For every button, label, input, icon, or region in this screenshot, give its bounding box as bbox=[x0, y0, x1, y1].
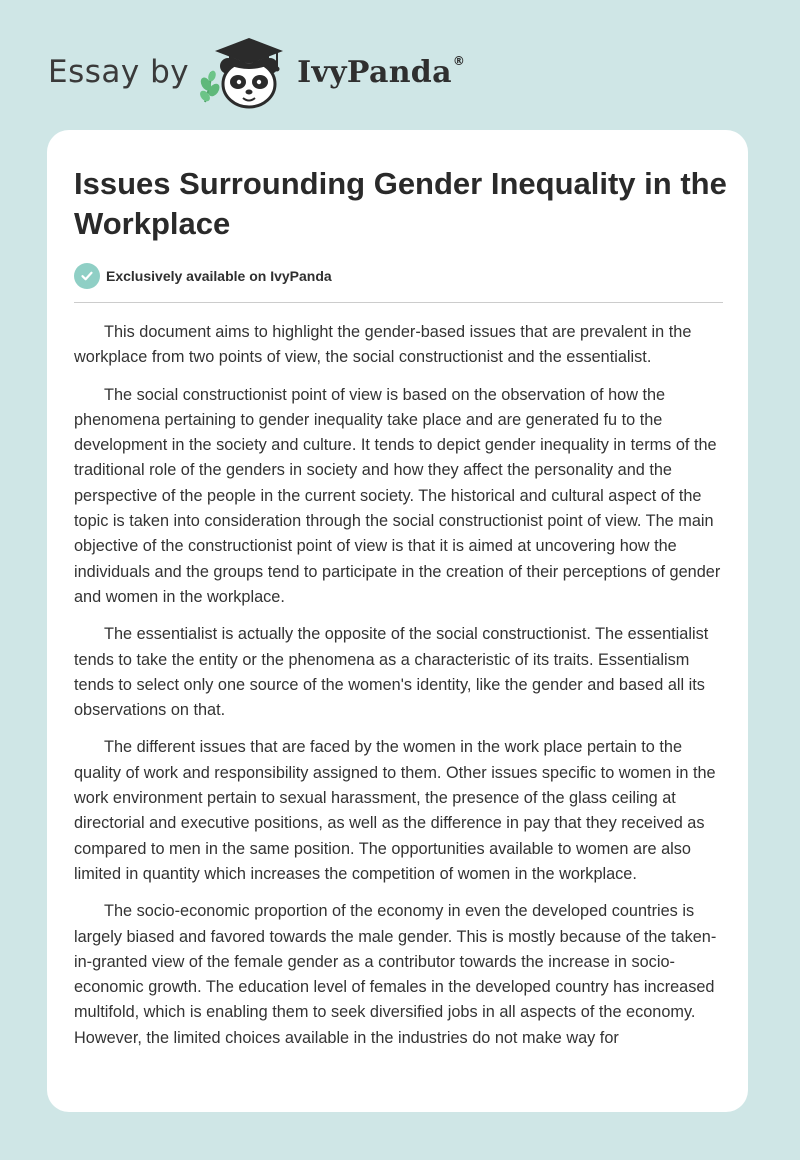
brand-prefix: Essay by bbox=[48, 54, 190, 90]
paragraph: This document aims to highlight the gender-based issues that are prevalent in the workplace from two points of view, the social constructionist and the essentialist. bbox=[74, 323, 692, 367]
exclusive-badge bbox=[74, 263, 332, 289]
essay-body bbox=[74, 320, 724, 1063]
registered-mark: ® bbox=[452, 53, 466, 68]
check-icon bbox=[74, 263, 100, 289]
divider bbox=[74, 302, 723, 303]
exclusive-label: Exclusively available on IvyPanda bbox=[106, 268, 332, 284]
paragraph: The different issues that are faced by the women in the work place pertain to the quality of work and responsibility assigned to them. Other issues specific to women in the work environment pertain to sexual harassment, the presence of the glass ceiling at directorial and executive positions, as well as the difference in pay that they received as compared to men in the same position. The opportunities available to women are also limited in quantity which increases the competition of women in the workplace. bbox=[74, 738, 716, 883]
brand-name: IvyPanda® bbox=[297, 53, 466, 90]
essay-card bbox=[47, 130, 748, 1112]
paragraph: The social constructionist point of view is based on the observation of how the phenomena pertaining to gender inequality take place and are generated fu to the development in the society and culture. It tends to depict gender inequality in terms of the traditional role of the genders in society and how they affect the personality and the perspective of the people in the current society. The historical and cultural aspect of the topic is taken into consideration through the social constructionist point of view. The main objective of the constructionist point of view is that it is aimed at uncovering how the individuals and the groups tend to participate in the creation of their perceptions of gender and women in the workplace. bbox=[74, 385, 721, 606]
site-header bbox=[48, 32, 465, 112]
paragraph: The socio-economic proportion of the economy in even the developed countries is largely biased and favored towards the male gender. This is mostly because of the taken-in-granted view of the female gender as a contributor towards the increase in socio-economic growth. The education level of females in the developed country has increased multifold, which is enabling them to seek diversified jobs in all aspects of the economy. However, the limited choices available in the industries do not make way for bbox=[74, 902, 717, 1047]
essay-title: Issues Surrounding Gender Inequality in the Workplace bbox=[74, 166, 727, 241]
panda-graduate-logo-icon bbox=[197, 32, 293, 112]
paragraph: The essentialist is actually the opposite of the social constructionist. The essentialist tends to take the entity or the phenomena as a characteristic of its traits. Essentialism tends to select only one source of the women's identity, like the gender and based all its observations on that. bbox=[74, 625, 709, 720]
